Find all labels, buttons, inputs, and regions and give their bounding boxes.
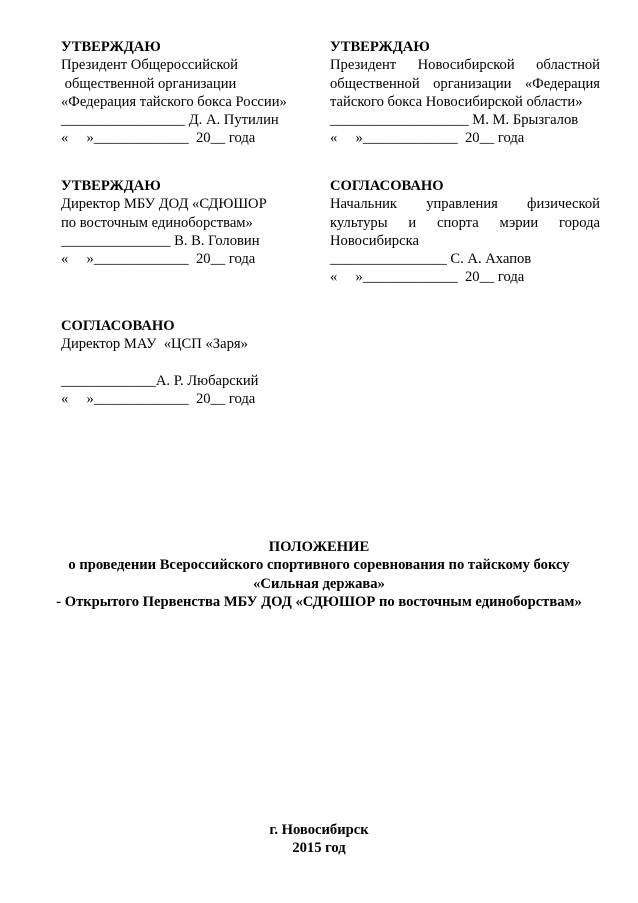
approval-signature-line: _______________ В. В. Головин xyxy=(61,232,260,249)
document-title-heading: ПОЛОЖЕНИЕ xyxy=(268,539,370,555)
approval-position-line: Директор МБУ ДОД «СДЮШОР xyxy=(61,196,267,213)
agreement-date-line: « »_____________ 20__ года xyxy=(61,391,256,408)
agreement-position-line: Новосибирска xyxy=(330,232,419,249)
agreement-heading: СОГЛАСОВАНО xyxy=(330,178,444,194)
approval-organization-line: по восточным единоборствам» xyxy=(61,214,253,231)
footer-city: г. Новосибирск xyxy=(269,822,369,838)
blank-line xyxy=(61,354,321,372)
approval-organization-line: «Федерация тайского бокса России» xyxy=(61,93,287,110)
approval-signature-line: ___________________ М. М. Брызгалов xyxy=(330,112,579,129)
approval-signature-line: _________________ Д. А. Путилин xyxy=(61,112,279,129)
document-footer xyxy=(0,821,638,858)
agreement-date-line: « »_____________ 20__ года xyxy=(330,269,525,286)
agreement-block-lyubarsky xyxy=(61,317,321,408)
agreement-block-akhapov xyxy=(330,177,600,287)
approval-heading: УТВЕРЖДАЮ xyxy=(330,39,430,55)
document-title-event-name: «Сильная держава» xyxy=(253,575,385,592)
agreement-signature-line: ________________ С. А. Ахапов xyxy=(330,251,532,268)
approval-block-golovin xyxy=(61,177,301,268)
agreement-position-line: Начальник управления физической xyxy=(330,196,600,213)
agreement-position-line: культуры и спорта мэрии города xyxy=(330,214,600,231)
approval-position-line: Президент Общероссийской xyxy=(61,57,238,74)
document-title xyxy=(0,538,638,611)
document-title-championship: - Открытого Первенства МБУ ДОД «СДЮШОР по восточным единоборствам» xyxy=(56,593,582,610)
approval-block-bryzgalov xyxy=(330,38,600,148)
approval-heading: УТВЕРЖДАЮ xyxy=(61,39,161,55)
approval-heading: УТВЕРЖДАЮ xyxy=(61,178,161,194)
approval-date-line: « »_____________ 20__ года xyxy=(61,130,256,147)
footer-year: 2015 год xyxy=(292,840,346,857)
document-title-subtitle: о проведении Всероссийского спортивного соревнования по тайскому боксу xyxy=(68,557,570,574)
approval-position-line: общественной организации «Федерация xyxy=(330,75,600,92)
agreement-signature-line: _____________А. Р. Любарский xyxy=(61,372,259,389)
approval-organization-line: тайского бокса Новосибирской области» xyxy=(330,93,583,110)
approval-date-line: « »_____________ 20__ года xyxy=(61,251,256,268)
approval-date-line: « »_____________ 20__ года xyxy=(330,130,525,147)
agreement-heading: СОГЛАСОВАНО xyxy=(61,318,175,334)
approval-position-line: Президент Новосибирской областной xyxy=(330,57,600,74)
approval-position-line: общественной организации xyxy=(61,75,237,92)
agreement-position-line: Директор МАУ «ЦСП «Заря» xyxy=(61,336,248,353)
approval-block-putilin xyxy=(61,38,301,148)
